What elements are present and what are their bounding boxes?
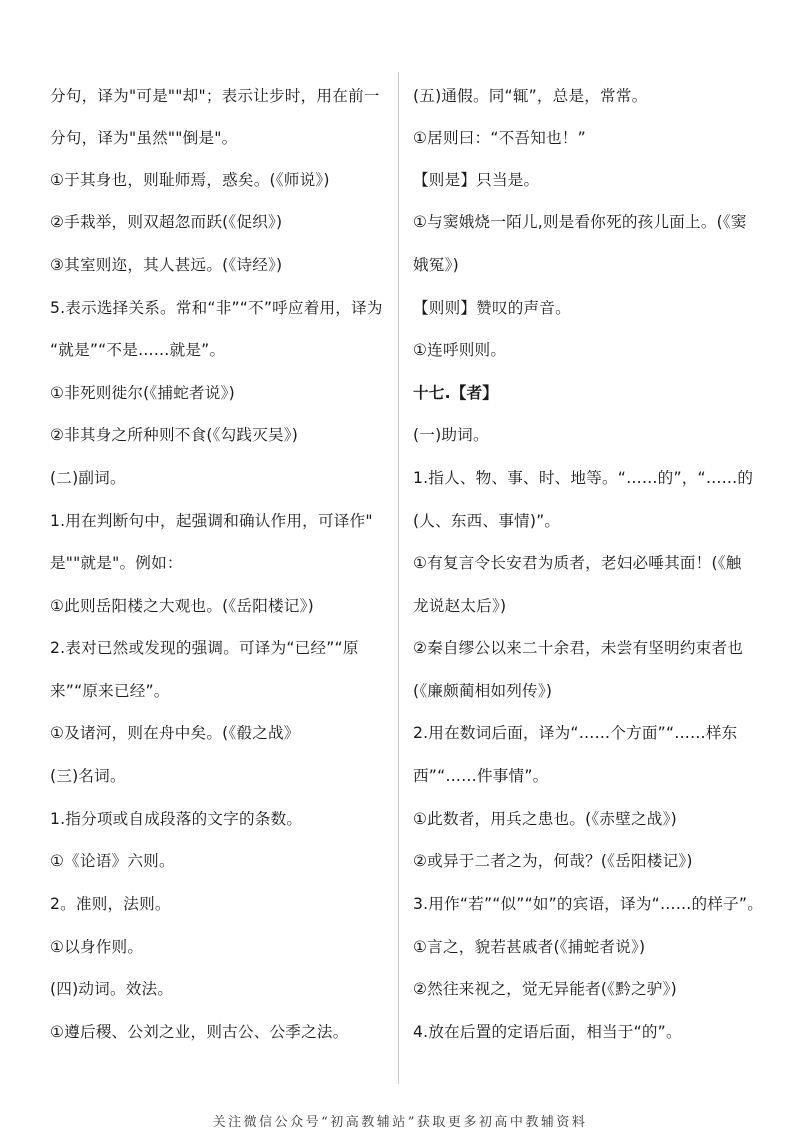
text-line: ①遵后稷、公刘之业，则古公、公季之法。 [50, 1023, 349, 1041]
text-line: ③其室则迩，其人甚远。(《诗经》) [50, 256, 283, 274]
text-line: ②然往来视之，觉无异能者(《黔之驴》) [413, 980, 677, 998]
text-line: ①与窦娥烧一陌儿,则是看你死的孩儿面上。(《窦 [413, 213, 747, 231]
text-line: 来”“原来已经”。 [50, 682, 170, 700]
text-line: 龙说赵太后》) [413, 597, 507, 615]
section-heading: (三)名词。 [50, 767, 126, 785]
text-line: ①《论语》六则。 [50, 852, 175, 870]
text-line: 分句，译为"虽然""倒是"。 [50, 129, 238, 147]
text-line: 1.指分项或自成段落的文字的条数。 [50, 810, 303, 828]
text-line: 1.指人、物、事、时、地等。“……的”，“……的 [413, 469, 754, 487]
text-line: (人、东西、事情)”。 [413, 512, 561, 530]
text-line: (《廉颇蔺相如列传》) [413, 682, 553, 700]
text-line: ①以身作则。 [50, 938, 144, 956]
text-line: ②手栽举，则双超忽而跃(《促织》) [50, 213, 283, 231]
text-line: ①居则曰：“不吾知也！” [413, 129, 586, 147]
text-line: 分句，译为"可是""却"；表示让步时，用在前一 [50, 87, 380, 105]
chapter-heading: 十七.【者】 [413, 384, 499, 402]
text-line: 2。准则，法则。 [50, 895, 171, 913]
text-line: ①非死则徙尔(《捕蛇者说》) [50, 384, 235, 402]
text-line: 4.放在后置的定语后面，相当于“的”。 [413, 1023, 682, 1041]
text-line: 是""就是"。例如： [50, 554, 183, 572]
section-heading: (二)副词。 [50, 469, 126, 487]
text-line: ①连呼则则。 [413, 341, 507, 359]
entry-heading: 【则是】只当是。 [413, 171, 540, 189]
text-line: ①此数者，用兵之患也。(《赤壁之战》) [413, 810, 677, 828]
text-line: ②或异于二者之为，何哉？(《岳阳楼记》) [413, 852, 693, 870]
text-line: ①此则岳阳楼之大观也。(《岳阳楼记》) [50, 597, 314, 615]
entry-heading: 【则则】赞叹的声音。 [413, 299, 571, 317]
text-line: ①于其身也，则耻师焉，惑矣。(《师说》) [50, 171, 330, 189]
text-line: 2.表对已然或发现的强调。可译为“已经”“原 [50, 639, 359, 657]
footer-note: 关注微信公众号“初高教辅站”获取更多初高中教辅资料 [212, 1115, 588, 1130]
section-heading: (五)通假。同“辄”，总是，常常。 [413, 87, 648, 105]
text-line: ②秦自缪公以来二十余君，未尝有坚明约束者也 [413, 639, 744, 657]
text-line: ②非其身之所种则不食(《勾践灭吴》) [50, 426, 299, 444]
text-line: ①有复言令长安君为质者，老妇必唾其面！(《触 [413, 554, 742, 572]
text-line: 3.用作“若”“似”“如”的宾语，译为“……的样子”。 [413, 895, 764, 913]
text-line: 2.用在数词后面，译为“……个方面”“……样东 [413, 724, 738, 742]
column-divider [398, 72, 399, 1084]
text-line: 5.表示选择关系。常和“非”“不”呼应着用，译为 [50, 299, 383, 317]
text-line: ①言之，貌若甚戚者(《捕蛇者说》) [413, 938, 646, 956]
text-line: “就是”“不是……就是”。 [50, 341, 226, 359]
section-heading: (一)助词。 [413, 426, 489, 444]
text-line: 娥冤》) [413, 256, 459, 274]
text-line: ①及诸河，则在舟中矣。(《殽之战》 [50, 724, 300, 742]
section-heading: (四)动词。效法。 [50, 980, 174, 998]
text-line: 西”“……件事情”。 [413, 767, 549, 785]
text-line: 1.用在判断句中，起强调和确认作用，可译作" [50, 512, 373, 530]
